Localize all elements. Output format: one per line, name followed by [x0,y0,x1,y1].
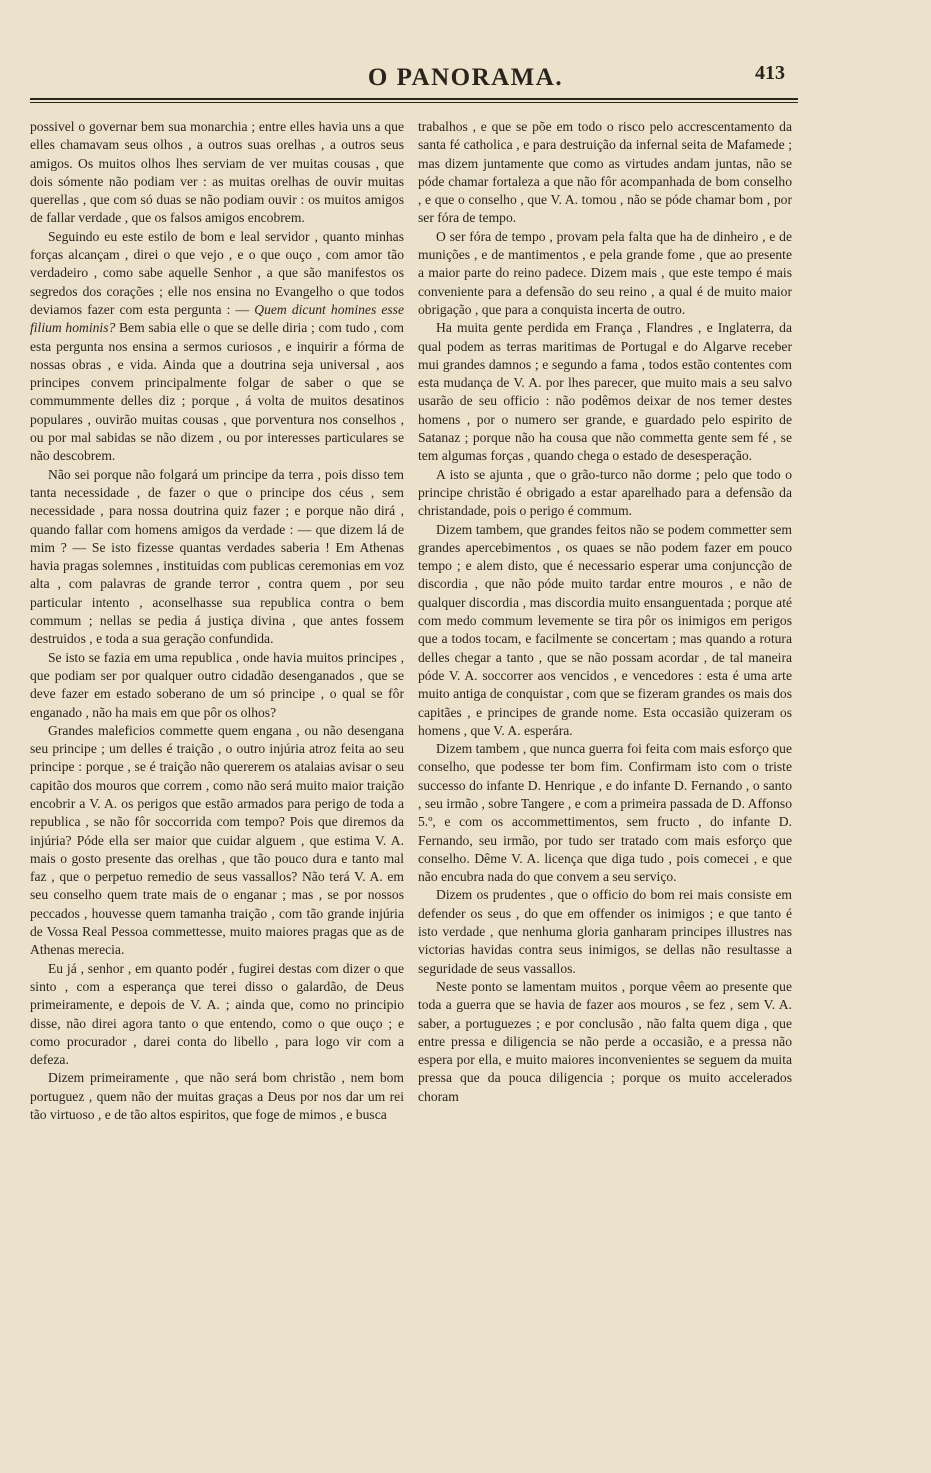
paragraph: Se isto se fazia em uma republica , onde havia muitos principes , que podiam ser por qualquer outro cidadão desenganados , que se deve fazer em estado soberano de um só principe , o qual se fôr enganado , não ha mais em que pôr os olhos? [30,649,404,720]
paragraph: Neste ponto se lamentam muitos , porque vêem ao presente que toda a guerra que se havia de fazer aos mouros , se fez , sem V. A. saber, a portuguezes ; e por conclusão , não falta quem diga , que entre pressa e diligencia se não perde a occasião, e a pressa não espera por ella, e muito maiores inconvenientes se seguem da muita pressa que da pouca diligencia ; porque os muito accelerados choram [418,978,792,1104]
paragraph: trabalhos , e que se põe em todo o risco pelo accrescentamento da santa fé catholica , e para destruição da infernal seita de Mafamede ; mas dizem juntamente que como as virtudes andam juntas, não se póde chamar fortaleza a que não fôr acompanhada de bom conselho , e que o conselho , que V. A. tomou , não se póde chamar bom , por ser fóra de tempo. [418,119,792,226]
paragraph-text: Bem sabia elle o que se delle diria ; com tudo , com esta pergunta nos ensina a sermos curiosos , e inquirir a fórma de nossas obras , e vida. Ainda que a doutrina seja universal , aos principes convem principalmente folgar de saber o que se commummente delles diz ; porque , á volta de muitos desatinos populares , ouvirão muitas cousas , que porventura nos conselhos , ou por mal sabidas se não dizem , ou por interesses particulares se não descobrem. [30,320,404,464]
paragraph: A isto se ajunta , que o grão-turco não dorme ; pelo que todo o principe christão é obrigado a estar aparelhado para a defensão da christandade, pois o perigo é commum. [418,466,792,519]
paragraph: Eu já , senhor , em quanto podér , fugirei destas com dizer o que sinto , com a esperança que terei disso o galardão, de Deus primeiramente, e depois de V. A. ; ainda que, como no principio disse, não direi agora tanto o que entendo, como o que ouço ; e como procurador , darei conta do libello , para logo vir com a defeza. [30,960,404,1068]
paragraph: Grandes maleficios commette quem engana , ou não desengana seu principe ; um delles é traição , o outro injúria atroz feita ao seu principe : porque , se é traição não quererem os atalaias avisar o seu capitão dos mouros que correm , como não será muito maior traição encobrir a V. A. os perigos que estão armados para perigo de toda a republica , se não fôr soccorrida com tempo? Pois que diremos da injúria? Póde ella ser maior que cuidar alguem , que estima V. A. mais o gosto presente das orelhas , que tão pouco dura e tanto mal faz , que o perpetuo remedio de seus vassallos? Não terá V. A. em seu conselho quem trate mais de o enganar ; mas , se por nossos peccados , houvesse quem tamanha traição , com tão grande injúria de Vossa Real Pessoa commettesse, muito maiores pragas que as de Athenas merecia. [30,722,404,958]
right-column [418,118,792,1358]
page-header [0,58,931,102]
paragraph-text: Seguindo eu este estilo de bom e leal servidor , quanto minhas forças alcançam , direi o que vejo , e o que ouço , com amor tão verdadeiro , como sabe aquelle Senhor , a que são manifestos os segredos dos corações ; elle nos ensina no Evangelho o que todos deviamos fazer com esta pergunta : — [30,228,404,317]
header-rule [30,98,798,100]
page-number: 413 [755,62,785,84]
paragraph: Ha muita gente perdida em França , Flandres , e Inglaterra, da qual podem as terras maritimas de Portugal e do Algarve receber mui grandes damnos ; e segundo a fama , todos estão contentes com esta mudança de V. A. por lhes parecer, que muito mais a seu salvo usarão de seu officio : não podêmos deixar de nos temer destes homens , por o numero ser grande, e guardado pelo espirito de Satanaz ; porque não ha cousa que não commetta gente sem fé , se tem algumas forças , quando chega o estado de desesperação. [418,320,792,464]
paragraph: Dizem os prudentes , que o officio do bom rei mais consiste em defender os seus , do que em offender os inimigos ; e que tanto é isto verdade , que nenhuma gloria ganharam principes illustres nas victorias havidas contra seus inimigos, se dellas não resultasse a seguridade de seus vassallos. [418,887,792,976]
paragraph: Dizem primeiramente , que não será bom christão , nem bom portuguez , quem não der muitas graças a Deus por nos dar um rei tão virtuoso , e de tão altos espiritos, que foge de mimos , e busca [30,1070,404,1123]
paragraph [30,228,404,466]
masthead-title: O PANORAMA. [367,64,564,91]
paragraph: Não sei porque não folgará um principe da terra , pois disso tem tanta necessidade , de fazer o que o principe dos céus , sem necessidade , para nossa doutrina quiz fazer ; e porque não dirá , quando fallar com homens amigos da verdade : — que dizem lá de mim ? — Se isto fizesse quantas verdades saberia ! Em Athenas havia pragas solemnes , instituidas com publicas ceremonias em voz alta , com palavras de grande terror , contra quem , por seu particular intento , aconselhasse sua republica contra o bem commum ; nellas se pedia á justiça divina , que antes fossem destruidos , e toda a sua geração confundida. [30,466,404,647]
paragraph: possivel o governar bem sua monarchia ; entre elles havia uns a que elles chamavam seus olhos , a outros suas orelhas , a outros seus amigos. Os muitos olhos lhes serviam de ver muitas cousas , que dois sómente não podiam ver : as muitas orelhas de ouvir muitas querellas , que com só duas se não podiam ouvir : os muitos amigos de fallar verdade , que os falsos amigos encobrem. [30,119,404,226]
left-column [30,118,404,1358]
paragraph: O ser fóra de tempo , provam pela falta que ha de dinheiro , e de munições , e de mantimentos , e pela grande fome , que ao presente a maior parte do reino padece. Dizem mais , que este tempo é mais conveniente para a defensão do seu reino , a qual é de muito maior obrigação , que para a conquista incerta de outro. [418,228,792,317]
paragraph: Dizem tambem , que nunca guerra foi feita com mais esforço que conselho, que podesse ter bom fim. Confirmam isto com o triste successo do infante D. Henrique , e do infante D. Fernando , o santo , seu irmão , sobre Tangere , e com a primeira passada de D. Affonso 5.º, e com os accommettimentos, sem fructo , do infante D. Fernando, seu irmão, por tudo ser tratado com mais esforço que conselho. Dême V. A. licença que diga tudo , pois comecei , e que não encubra nada do que convem a seu serviço. [418,741,792,885]
latin-quote: Quem dicunt homines esse filium hominis? [30,301,404,336]
header-rule-thin [30,102,798,103]
paragraph: Dizem tambem, que grandes feitos não se podem commetter sem grandes apercebimentos , os quaes se não podem fazer em pouco tempo ; e alem disto, que é necessario esperar uma conjuncção de discordia , que não póde muito tardar entre mouros , e não de qualquer discordia , mas discordia muito ensanguentada ; porque até com medo commum levemente se tira pôr os inimigos em perigos que a todos tocam, e facilmente se concertam ; mas quando a rotura delles chegar a tanto , que se não possam acordar , de tal maneira póde V. A. soccorrer aos vencidos , e vencedores : esta é uma arte muito antiga de conquistar , com que se fizeram grandes os mais dos capitães , e principes de grande nome. Esta occasião quizeram os homens , que V. A. esperára. [418,521,792,738]
